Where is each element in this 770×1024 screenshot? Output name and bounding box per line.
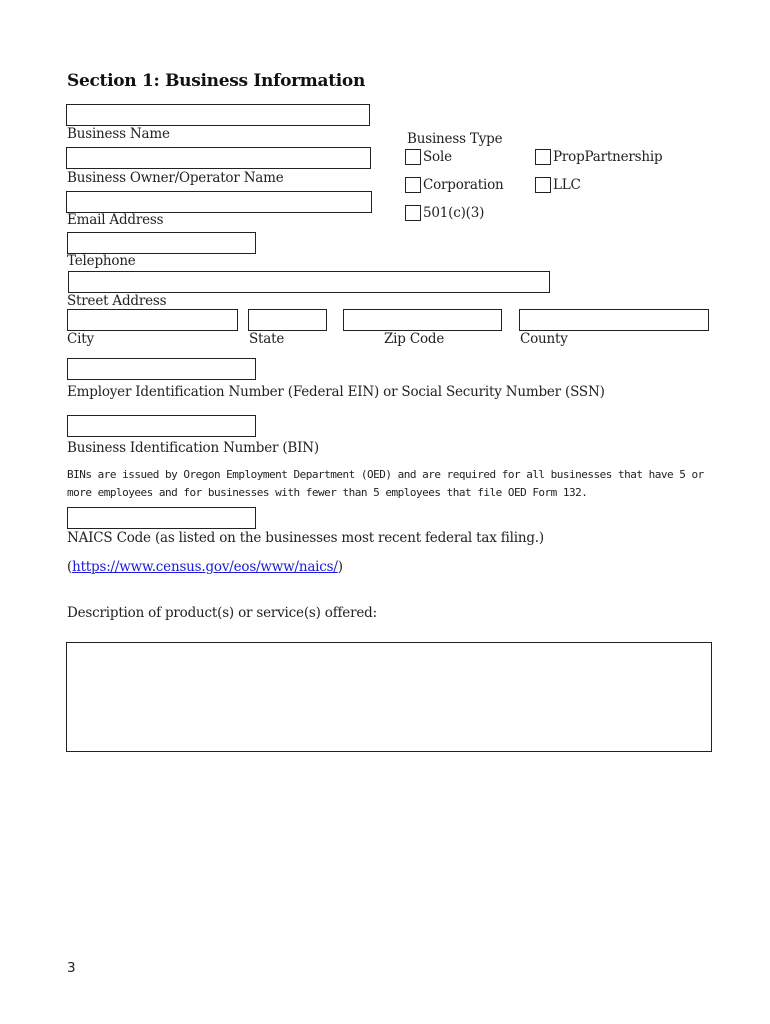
naics-link[interactable]: https://www.census.gov/eos/www/naics/ [72,559,338,575]
description-label: Description of product(s) or service(s) offered: [67,605,377,621]
email-input[interactable] [66,191,372,213]
business-type-prop-partnership[interactable] [535,149,662,165]
street-address-input[interactable] [68,271,550,293]
business-name-input[interactable] [66,104,370,126]
bin-input[interactable] [67,415,256,437]
telephone-label: Telephone [67,253,136,269]
llc-checkbox[interactable] [535,177,551,193]
state-label: State [249,331,285,347]
zip-code-input[interactable] [343,309,502,331]
prop-partnership-checkbox[interactable] [535,149,551,165]
business-type-llc[interactable] [535,177,581,193]
bin-note [67,466,704,502]
county-label: County [520,331,568,347]
prop-partnership-label: PropPartnership [553,149,663,165]
sole-label: Sole [423,149,452,165]
owner-name-label: Business Owner/Operator Name [67,170,284,186]
naics-link-open-paren: ( [67,559,73,575]
nonprofit-label: 501(c)(3) [423,205,485,221]
naics-label: NAICS Code (as listed on the businesses most recent federal tax filing.) [67,530,544,546]
naics-input[interactable] [67,507,256,529]
bin-note-line-1: BINs are issued by Oregon Employment Department (OED) and are required for all businesses that have 5 or [67,468,704,481]
telephone-input[interactable] [67,232,256,254]
city-input[interactable] [67,309,238,331]
county-input[interactable] [519,309,709,331]
section-title: Section 1: Business Information [67,71,366,91]
ein-input[interactable] [67,358,256,380]
email-label: Email Address [67,212,164,228]
naics-link-line [67,559,343,575]
bin-label: Business Identification Number (BIN) [67,440,319,456]
bin-note-line-2: more employees and for businesses with fewer than 5 employees that file OED Form 132. [67,486,588,499]
corporation-checkbox[interactable] [405,177,421,193]
state-input[interactable] [248,309,327,331]
corporation-label: Corporation [423,177,504,193]
nonprofit-checkbox[interactable] [405,205,421,221]
ein-label: Employer Identification Number (Federal EIN) or Social Security Number (SSN) [67,384,605,400]
page-number: 3 [67,960,76,976]
description-textarea[interactable] [66,642,712,752]
city-label: City [67,331,94,347]
business-type-label: Business Type [407,131,503,147]
business-name-label: Business Name [67,126,170,142]
naics-link-close-paren: ) [337,559,343,575]
business-type-corporation[interactable] [405,177,504,193]
owner-name-input[interactable] [66,147,371,169]
zip-code-label: Zip Code [384,331,445,347]
sole-checkbox[interactable] [405,149,421,165]
business-type-sole[interactable] [405,149,452,165]
business-type-501c3[interactable] [405,205,484,221]
street-address-label: Street Address [67,293,167,309]
llc-label: LLC [553,177,581,193]
